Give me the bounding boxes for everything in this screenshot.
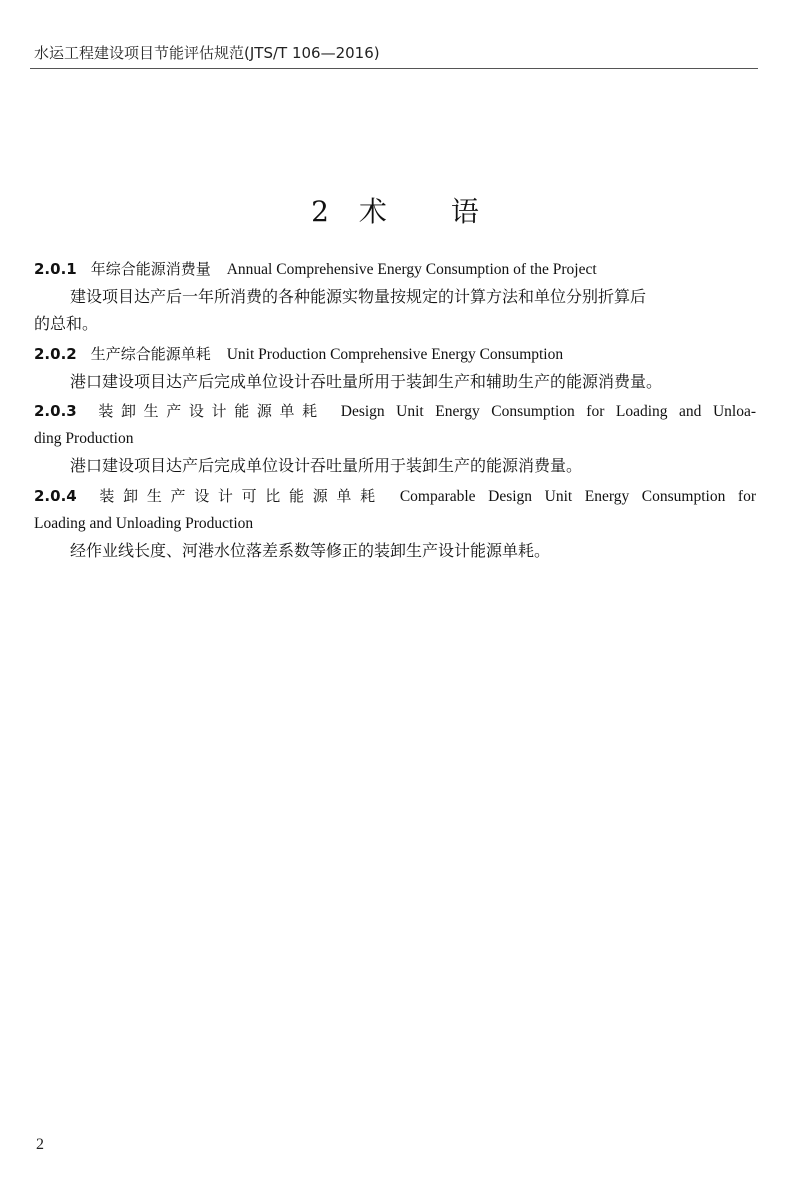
running-header: 水运工程建设项目节能评估规范(JTS/T 106—2016) — [34, 44, 380, 62]
term-definition-line-2: 的总和。 — [34, 314, 99, 333]
term-heading — [34, 256, 756, 283]
term-english: Annual Comprehensive Energy Consumption of the Project — [226, 261, 597, 278]
term-number: 2.0.2 — [34, 345, 77, 363]
term-heading — [34, 398, 756, 425]
term-definition-line-1: 建设项目达产后一年所消费的各种能源实物量按规定的计算方法和单位分别折算后 — [70, 287, 647, 306]
term-english: Unit Production Comprehensive Energy Consumption — [226, 346, 564, 363]
term-english: Comparable Design Unit Energy Consumption for — [399, 488, 756, 505]
term-definition-line-1: 港口建设项目达产后完成单位设计吞吐量所用于装卸生产和辅助生产的能源消费量。 — [70, 372, 663, 391]
term-number: 2.0.3 — [34, 402, 77, 420]
term-definition-line-1: 港口建设项目达产后完成单位设计吞吐量所用于装卸生产的能源消费量。 — [70, 456, 583, 475]
term-number: 2.0.4 — [34, 487, 77, 505]
term-definition-line-1: 经作业线长度、河港水位落差系数等修正的装卸生产设计能源单耗。 — [70, 541, 551, 560]
term-2-0-2 — [34, 341, 756, 395]
term-2-0-4 — [34, 483, 756, 564]
term-2-0-3 — [34, 398, 756, 479]
chapter-number: 2 — [311, 195, 329, 228]
chapter-title-char-2: 语 — [450, 195, 479, 228]
term-english-continued: ding Production — [34, 430, 134, 447]
term-number: 2.0.1 — [34, 260, 77, 278]
header-rule — [30, 68, 758, 69]
term-chinese: 装卸生产设计可比能源单耗 — [90, 487, 384, 505]
chapter-title — [0, 190, 790, 230]
term-chinese: 年综合能源消费量 — [90, 260, 211, 278]
term-english-continued: Loading and Unloading Production — [34, 515, 254, 532]
term-chinese: 生产综合能源单耗 — [90, 345, 211, 363]
term-english: Design Unit Energy Consumption for Loading and Unloa- — [340, 403, 756, 420]
term-chinese: 装卸生产设计能源单耗 — [90, 402, 325, 420]
term-heading — [34, 483, 756, 510]
term-heading — [34, 341, 756, 368]
term-2-0-1 — [34, 256, 756, 337]
chapter-title-char-1: 术 — [358, 195, 387, 228]
page-number: 2 — [36, 1136, 44, 1153]
